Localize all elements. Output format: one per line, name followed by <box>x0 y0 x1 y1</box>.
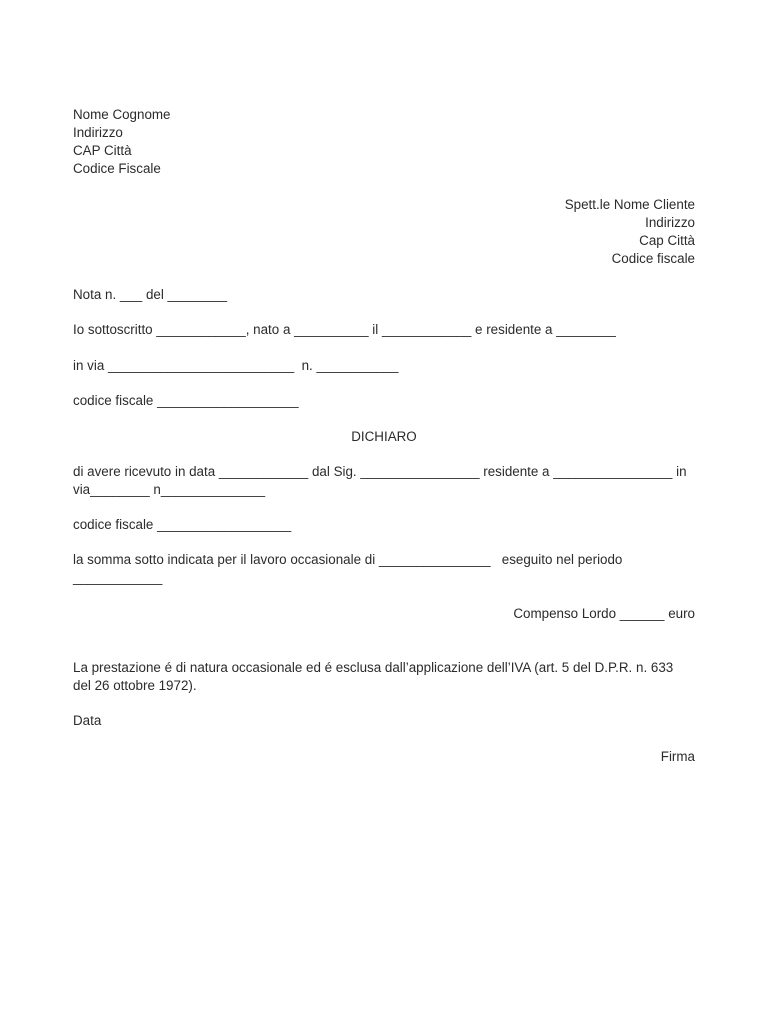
recipient-tax-code: Codice fiscale <box>611 251 695 266</box>
firma-label: Firma <box>660 749 695 764</box>
sender-address: Indirizzo <box>73 125 123 140</box>
nota-line: Nota n. ___ del ________ <box>73 287 228 302</box>
recipient-name: Spett.le Nome Cliente <box>564 197 695 212</box>
sender-city: CAP Città <box>73 143 132 158</box>
somma-line-2: ____________ <box>73 570 163 585</box>
recipient-city: Cap Città <box>639 233 695 248</box>
compenso-line: Compenso Lordo ______ euro <box>513 606 695 621</box>
ricevuto-line-1: di avere ricevuto in data ____________ dal Sig. ________________ residente a ________________ in <box>73 464 687 479</box>
codice-fiscale-line-1: codice fiscale ___________________ <box>73 393 299 408</box>
sender-tax-code: Codice Fiscale <box>73 161 161 176</box>
dichiaro-heading: DICHIARO <box>351 429 417 444</box>
ricevuto-line-2: via________ n______________ <box>73 482 266 497</box>
via-line: in via _________________________ n. ___________ <box>73 358 399 373</box>
sender-name: Nome Cognome <box>73 107 171 122</box>
sottoscritto-line: Io sottoscritto ____________, nato a __________ il ____________ e residente a ________ <box>73 322 616 337</box>
prestazione-line-1: La prestazione é di natura occasionale ed é esclusa dall’applicazione dell’IVA (art. 5 del D.P.R. n. 633 <box>73 660 674 675</box>
data-label: Data <box>73 713 102 728</box>
somma-line-1: la somma sotto indicata per il lavoro occasionale di _______________ eseguito nel periodo <box>73 552 623 567</box>
codice-fiscale-line-2: codice fiscale __________________ <box>73 517 292 532</box>
prestazione-line-2: del 26 ottobre 1972). <box>73 678 197 693</box>
recipient-address: Indirizzo <box>645 215 695 230</box>
